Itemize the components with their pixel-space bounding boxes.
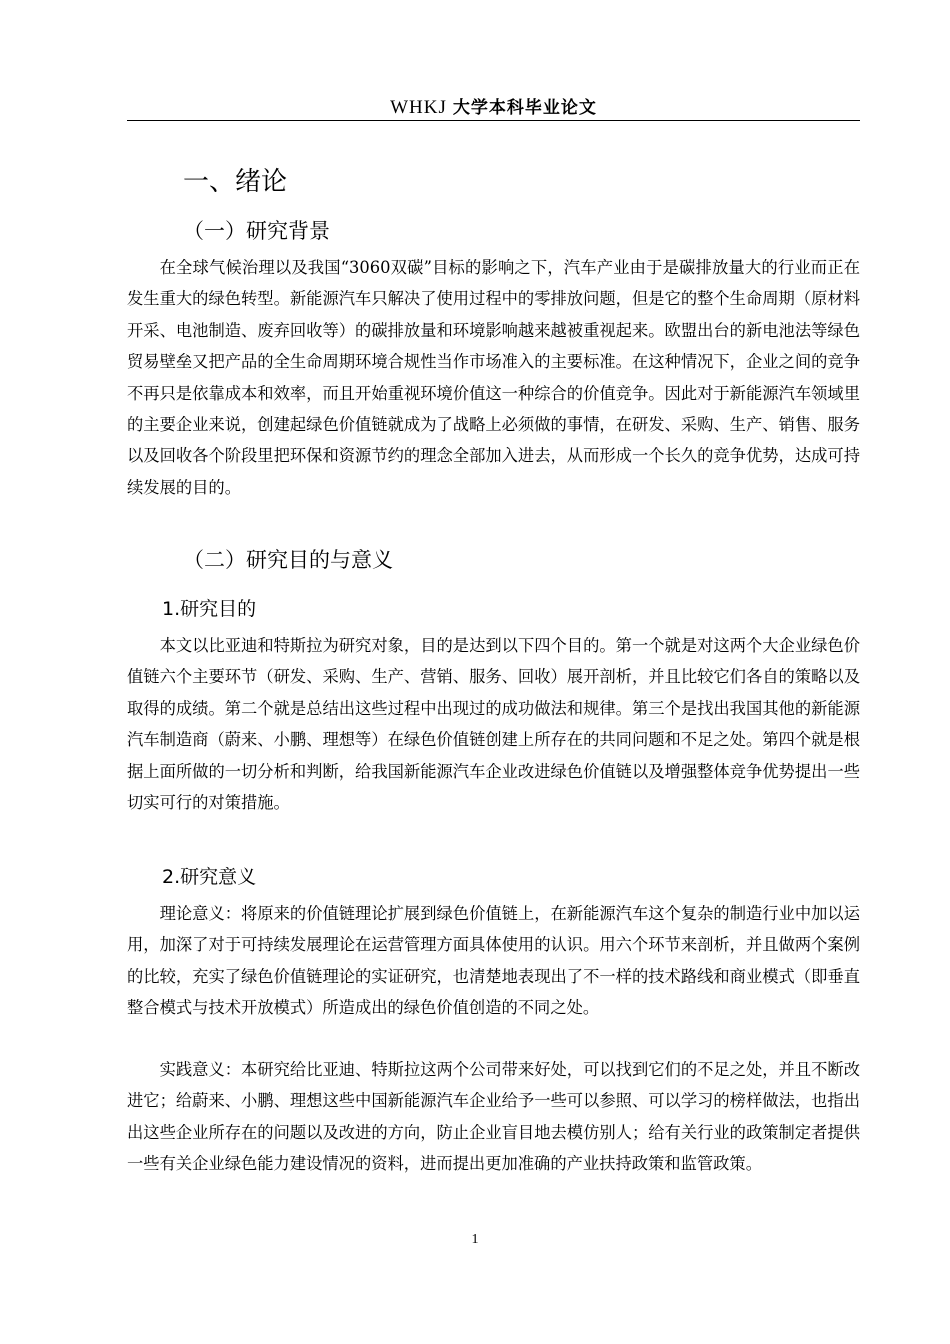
paragraph-purpose: 本文以比亚迪和特斯拉为研究对象，目的是达到以下四个目的。第一个就是对这两个大企业绿色价值链六个主要环节（研发、采购、生产、营销、服务、回收）展开剖析，并且比较它们各自的策略以及取得的成绩。第二个就是总结出这些过程中出现过的成功做法和规律。第三个是找出我国其他的新能源汽车制造商（蔚来、小鹏、理想等）在绿色价值链创建上所存在的共同问题和不足之处。第四个就是根据上面所做的一切分析和判断，给我国新能源汽车企业改进绿色价值链以及增强整体竞争优势提出一些切实可行的对策措施。 (127, 636, 860, 813)
page-header (127, 94, 860, 120)
section-heading-background: （一）研究背景 (183, 219, 330, 243)
page-number: 1 (471, 1232, 479, 1247)
header-divider (127, 120, 860, 121)
chapter-title: 一、绪论 (183, 167, 288, 197)
paragraph-practical-significance: 实践意义：本研究给比亚迪、特斯拉这两个公司带来好处，可以找到它们的不足之处，并且不断改进它；给蔚来、小鹏、理想这些中国新能源汽车企业给予一些可以参照、可以学习的榜样做法，也指出出这些企业所存在的问题以及改进的方向，防止企业盲目地去模仿别人；给有关行业的政策制定者提供一些有关企业绿色能力建设情况的资料，进而提出更加准确的产业扶持政策和监管政策。 (127, 1060, 860, 1174)
paragraph-theoretical-significance: 理论意义：将原来的价值链理论扩展到绿色价值链上，在新能源汽车这个复杂的制造行业中加以运用，加深了对于可持续发展理论在运营管理方面具体使用的认识。用六个环节来剖析，并且做两个案例的比较，充实了绿色价值链理论的实证研究，也清楚地表现出了不一样的技术路线和商业模式（即垂直整合模式与技术开放模式）所造成出的绿色价值创造的不同之处。 (127, 904, 860, 1018)
subsection-heading-purpose: 1.研究目的 (162, 598, 257, 620)
paragraph-background: 在全球气候治理以及我国“3060双碳”目标的影响之下，汽车产业由于是碳排放量大的行业而正在发生重大的绿色转型。新能源汽车只解决了使用过程中的零排放问题，但是它的整个生命周期（原材料开采、电池制造、废弃回收等）的碳排放量和环境影响越来越被重视起来。欧盟出台的新电池法等绿色贸易壁垒又把产品的全生命周期环境合规性当作市场准入的主要标准。在这种情况下，企业之间的竞争不再只是依靠成本和效率，而且开始重视环境价值这一种综合的价值竞争。因此对于新能源汽车领域里的主要企业来说，创建起绿色价值链就成为了战略上必须做的事情，在研发、采购、生产、销售、服务以及回收各个阶段里把环保和资源节约的理念全部加入进去，从而形成一个长久的竞争优势，达成可持续发展的目的。 (127, 258, 860, 497)
subsection-heading-significance: 2.研究意义 (162, 866, 257, 888)
header-brand: WHKJ (390, 97, 447, 118)
header-title: 大学本科毕业论文 (452, 98, 597, 118)
section-heading-purpose-significance: （二）研究目的与意义 (183, 548, 393, 572)
